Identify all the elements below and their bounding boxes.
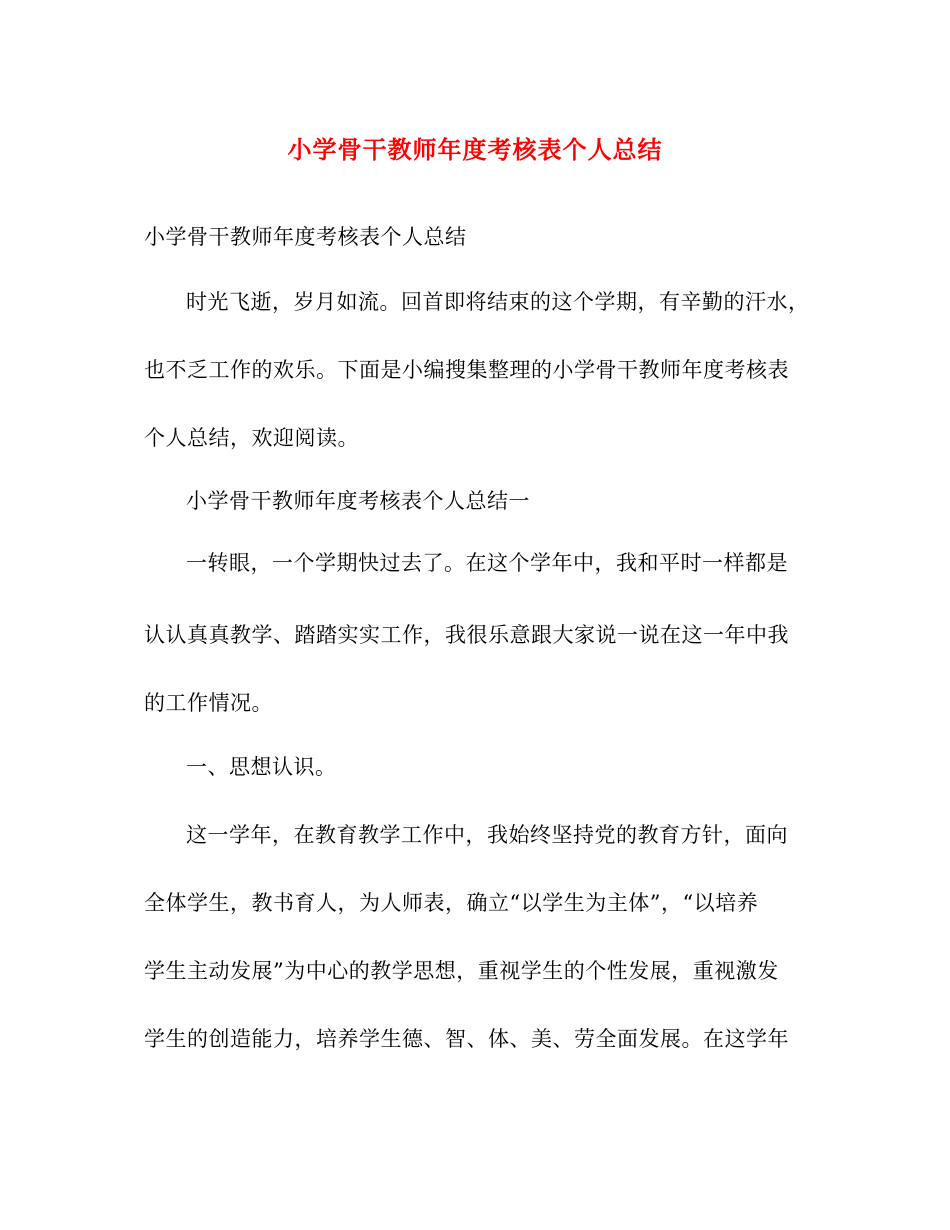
paragraph-line: 时光飞逝，岁月如流。回首即将结束的这个学期，有辛勤的汗水，: [186, 290, 810, 314]
subtitle-line: 小学骨干教师年度考核表个人总结: [144, 225, 467, 249]
document-title: 小学骨干教师年度考核表个人总结: [287, 135, 663, 164]
paragraph-line: 学生主动发展”为中心的教学思想，重视学生的个性发展，重视激发: [144, 959, 779, 983]
section-heading: 一、思想认识。: [186, 755, 337, 779]
paragraph-line: 也不乏工作的欢乐。下面是小编搜集整理的小学骨干教师年度考核表: [144, 358, 789, 382]
paragraph-line: 学生的创造能力，培养学生德、智、体、美、劳全面发展。在这学年: [144, 1027, 789, 1051]
section-heading: 小学骨干教师年度考核表个人总结一: [186, 489, 530, 513]
paragraph-line: 全体学生，教书育人，为人师表，确立“以学生为主体”，“以培养: [144, 891, 759, 915]
paragraph-line: 的工作情况。: [144, 691, 273, 715]
paragraph-line: 一转眼，一个学期快过去了。在这个学年中，我和平时一样都是: [186, 551, 788, 575]
paragraph-line: 认认真真教学、踏踏实实工作，我很乐意跟大家说一说在这一年中我: [144, 623, 789, 647]
paragraph-line: 这一学年，在教育教学工作中，我始终坚持党的教育方针，面向: [186, 823, 788, 847]
paragraph-line: 个人总结，欢迎阅读。: [144, 426, 359, 450]
